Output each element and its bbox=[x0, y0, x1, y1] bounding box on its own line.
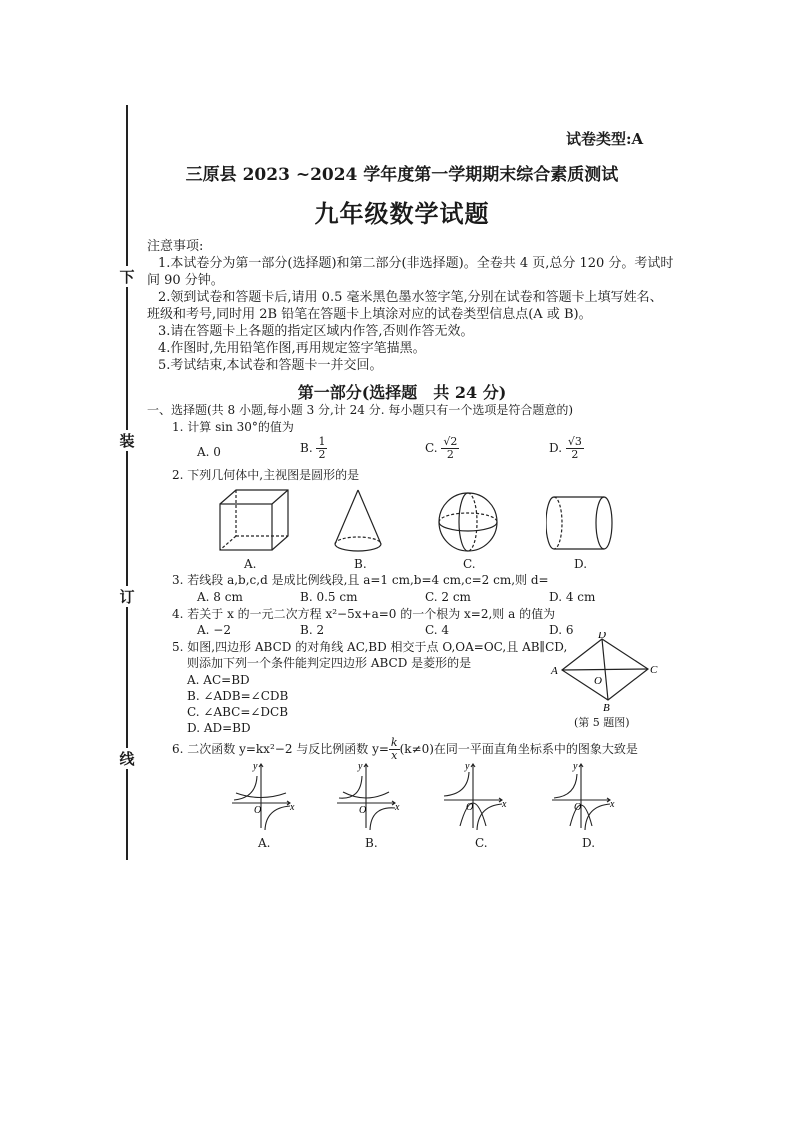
q1-c-den: 2 bbox=[446, 448, 454, 461]
q1-d-den: 2 bbox=[571, 448, 579, 461]
q1-option-d-label: D. bbox=[549, 441, 563, 455]
q6-c-origin: O bbox=[466, 802, 474, 813]
q4-stem: 4. 若关于 x 的一元二次方程 x²−5x+a=0 的一个根为 x=2,则 a 的值为 bbox=[172, 607, 556, 621]
q6-graph-a bbox=[228, 760, 298, 832]
q6-b-x-label: x bbox=[395, 802, 400, 813]
q6-d-x-label: x bbox=[610, 799, 615, 810]
q5-option-d: D. AD=BD bbox=[187, 721, 251, 735]
q6-d-origin: O bbox=[574, 802, 582, 813]
paper-type-label: 试卷类型:A bbox=[566, 130, 644, 148]
binding-char-xia: 下 bbox=[119, 268, 135, 286]
q5-point-a: A bbox=[551, 665, 558, 677]
section-intro: 一、选择题(共 8 小题,每小题 3 分,计 24 分. 每小题只有一个选项是符合题意的) bbox=[147, 403, 574, 417]
q1-option-d-frac bbox=[566, 436, 584, 461]
q6-c-x-label: x bbox=[502, 799, 507, 810]
binding-line bbox=[126, 105, 128, 860]
q1-option-c-frac bbox=[441, 436, 459, 461]
q2-figure-cylinder bbox=[546, 494, 614, 552]
q3-option-c: C. 2 cm bbox=[425, 590, 471, 604]
q3-option-d: D. 4 cm bbox=[549, 590, 596, 604]
q1-option-b-frac bbox=[316, 436, 327, 461]
q6-frac-den: x bbox=[391, 749, 398, 762]
q2-figure-sphere bbox=[436, 490, 500, 554]
q6-b-y-label: y bbox=[358, 761, 363, 772]
note-line-6: 4.作图时,先用铅笔作图,再用规定签字笔描黑。 bbox=[158, 341, 426, 356]
q4-option-a: A. −2 bbox=[197, 623, 231, 637]
q1-d-num: √3 bbox=[567, 435, 582, 448]
q6-a-origin: O bbox=[254, 805, 262, 816]
q6-graph-b bbox=[333, 760, 403, 832]
q1-option-b-label: B. bbox=[300, 441, 313, 455]
note-line-7: 5.考试结束,本试卷和答题卡一并交回。 bbox=[158, 358, 383, 373]
q6-label-a: A. bbox=[258, 836, 271, 850]
notes-heading: 注意事项: bbox=[147, 239, 204, 254]
note-line-3: 2.领到试卷和答题卡后,请用 0.5 毫米黑色墨水签字笔,分别在试卷和答题卡上填写姓名、 bbox=[158, 290, 663, 305]
q4-option-b: B. 2 bbox=[300, 623, 325, 637]
q4-option-d: D. 6 bbox=[549, 623, 574, 637]
q6-frac-num: k bbox=[390, 736, 398, 749]
q1-option-c-label: C. bbox=[425, 441, 438, 455]
q6-c-y-label: y bbox=[465, 761, 470, 772]
binding-char-xian: 线 bbox=[119, 750, 135, 768]
q6-a-y-label: y bbox=[253, 761, 258, 772]
q2-figure-cone bbox=[333, 488, 383, 554]
q6-graph-c bbox=[440, 760, 510, 832]
note-line-4: 班级和考号,同时用 2B 铅笔在答题卡上填涂对应的试卷类型信息点(A 或 B)。 bbox=[147, 307, 592, 322]
q2-stem: 2. 下列几何体中,主视图是圆形的是 bbox=[172, 468, 360, 482]
q1-c-num: √2 bbox=[443, 435, 458, 448]
q2-label-c: C. bbox=[463, 557, 476, 571]
q6-stem bbox=[172, 737, 638, 762]
q4-option-c: C. 4 bbox=[425, 623, 450, 637]
q2-label-b: B. bbox=[354, 557, 367, 571]
q1-option-c bbox=[425, 436, 459, 461]
note-line-1: 1.本试卷分为第一部分(选择题)和第二部分(非选择题)。全卷共 4 页,总分 120 分。考试时 bbox=[158, 256, 674, 271]
q3-option-b: B. 0.5 cm bbox=[300, 590, 358, 604]
q5-point-b: B bbox=[603, 702, 610, 712]
q5-option-b: B. ∠ADB=∠CDB bbox=[187, 689, 289, 703]
note-line-5: 3.请在答题卡上各题的指定区域内作答,否则作答无效。 bbox=[158, 324, 474, 339]
q6-frac bbox=[389, 737, 400, 762]
subject-title: 九年级数学试题 bbox=[314, 199, 490, 228]
q1-b-den: 2 bbox=[318, 448, 326, 461]
q1-stem: 1. 计算 sin 30°的值为 bbox=[172, 420, 294, 434]
q6-b-origin: O bbox=[359, 805, 367, 816]
q5-figure-caption: (第 5 题图) bbox=[574, 716, 630, 729]
q2-label-d: D. bbox=[574, 557, 588, 571]
q5-point-d: D bbox=[598, 632, 606, 641]
q1-option-d bbox=[549, 436, 584, 461]
q6-label-b: B. bbox=[365, 836, 378, 850]
part1-title: 第一部分(选择题 共 24 分) bbox=[297, 383, 507, 402]
q6-stem-post: (k≠0)在同一平面直角坐标系中的图象大致是 bbox=[399, 742, 638, 756]
q5-figure bbox=[550, 632, 660, 712]
q6-d-y-label: y bbox=[573, 761, 578, 772]
q5-option-a: A. AC=BD bbox=[187, 673, 250, 687]
q3-stem: 3. 若线段 a,b,c,d 是成比例线段,且 a=1 cm,b=4 cm,c=2 cm,则 d= bbox=[172, 573, 549, 587]
q5-stem-line1: 5. 如图,四边形 ABCD 的对角线 AC,BD 相交于点 O,OA=OC,且 AB∥CD, bbox=[172, 640, 568, 654]
q6-stem-pre: 6. 二次函数 y=kx²−2 与反比例函数 y= bbox=[172, 742, 389, 756]
q5-point-o: O bbox=[594, 675, 602, 687]
note-line-2: 间 90 分钟。 bbox=[147, 273, 224, 288]
q5-stem-line2: 则添加下列一个条件能判定四边形 ABCD 是菱形的是 bbox=[187, 656, 472, 670]
q6-graph-d bbox=[548, 760, 618, 832]
binding-char-ding: 订 bbox=[119, 588, 135, 606]
q3-option-a: A. 8 cm bbox=[197, 590, 243, 604]
q5-point-c: C bbox=[650, 664, 658, 676]
school-title: 三原县 2023 ~2024 学年度第一学期期末综合素质测试 bbox=[185, 165, 619, 185]
binding-char-zhuang: 装 bbox=[119, 432, 135, 450]
q6-label-c: C. bbox=[475, 836, 488, 850]
q1-option-b bbox=[300, 436, 327, 461]
q2-label-a: A. bbox=[244, 557, 257, 571]
q5-option-c: C. ∠ABC=∠DCB bbox=[187, 705, 289, 719]
q2-figure-cube bbox=[218, 488, 290, 554]
q1-option-a: A. 0 bbox=[197, 445, 221, 459]
q1-b-num: 1 bbox=[318, 435, 326, 448]
q6-a-x-label: x bbox=[290, 802, 295, 813]
q6-label-d: D. bbox=[582, 836, 596, 850]
